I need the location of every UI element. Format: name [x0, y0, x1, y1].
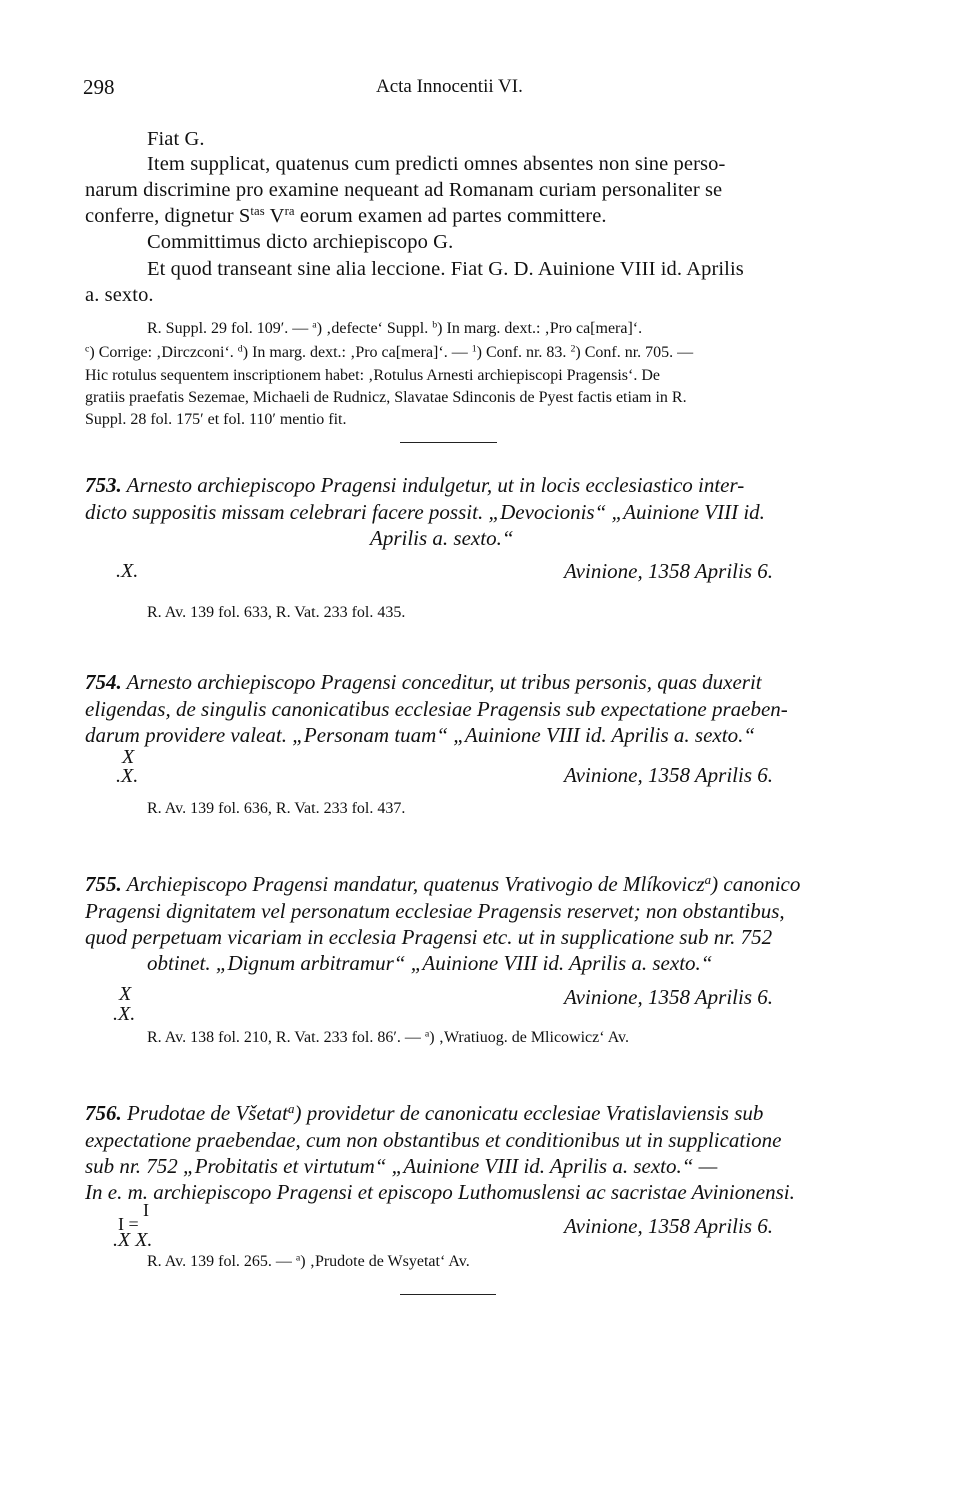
footnote-mark: 1 [471, 343, 477, 355]
footnote-mark: c [85, 343, 90, 355]
footnote-mark: a [295, 1252, 301, 1264]
entry-line: darum providere valeat. „Personam tuam“ „Auinione VIII id. Aprilis a. sexto.“ [85, 723, 756, 747]
text-run: ) In marg. dext.: ‚Pro ca[mera]‘. [437, 320, 643, 337]
text-run: Prudotae de Všetat [127, 1101, 288, 1125]
footnote-line [85, 344, 693, 362]
footnote-mark: 2 [570, 343, 576, 355]
footnote-mark: a [704, 871, 712, 887]
entry-line [85, 670, 762, 695]
footnote-line: Hic rotulus sequentem inscriptionem habet: ‚Rotulus Arnesti archiepiscopi Pragensis‘. De [85, 367, 660, 384]
source-line: R. Av. 139 fol. 633, R. Vat. 233 fol. 435. [147, 604, 406, 621]
text-run: V [264, 205, 285, 227]
text-run: ) Corrige: ‚Dirczconi‘. [89, 344, 238, 361]
chancery-mark: I [143, 1200, 149, 1220]
entry-number: 753. [85, 473, 122, 497]
footnote-mark: a [287, 1100, 295, 1116]
place-date: Avinione, 1358 Aprilis 6. [564, 763, 774, 787]
entry-number: 755. [85, 872, 122, 896]
text-line: Committimus dicto archiepiscopo G. [147, 231, 454, 253]
entry-line [85, 473, 744, 498]
entry-line: dicto suppositis missam celebrari facere possit. „Devocionis“ „Auinione VIII id. [85, 500, 765, 524]
text-run: eorum examen ad partes committere. [294, 205, 607, 227]
entry-line: quod perpetuam vicariam in ecclesia Pragensi etc. ut in supplicatione sub nr. 752 [85, 925, 773, 949]
text-run: R. Suppl. 29 fol. 109′. — [147, 320, 313, 337]
text-run: Archiepiscopo Pragensi mandatur, quatenus Vrativogio de Mlíkovicz [126, 872, 705, 896]
section-divider [400, 442, 497, 443]
entry-number: 754. [85, 670, 122, 694]
footnote-line: Suppl. 28 fol. 175′ et fol. 110′ mentio fit. [85, 411, 347, 428]
superscript: ra [284, 204, 295, 219]
text-line: a. sexto. [85, 284, 154, 306]
chancery-mark: .X. [116, 560, 139, 582]
page-number: 298 [83, 75, 115, 99]
source-line [147, 1029, 629, 1047]
footnote-line: gratiis praefatis Sezemae, Michaeli de Rudnicz, Slavatae Sdinconis de Pyest factis etiam in R. [85, 389, 687, 406]
footnote-mark: a [312, 319, 317, 331]
running-title: Acta Innocentii VI. [376, 76, 523, 97]
text-line: Et quod transeant sine alia leccione. Fiat G. D. Auinione VIII id. Aprilis [147, 258, 744, 280]
section-divider [400, 1294, 496, 1295]
text-run: ) Conf. nr. 705. — [575, 344, 694, 361]
chancery-mark: I = [118, 1214, 139, 1234]
entry-line: sub nr. 752 „Probitatis et virtutum“ „Auinione VIII id. Aprilis a. sexto.“ — [85, 1154, 718, 1178]
superscript: tas [250, 204, 265, 219]
text-run: conferre, dignetur S [85, 205, 251, 227]
place-date: Avinione, 1358 Aprilis 6. [564, 1214, 774, 1238]
entry-line: eligendas, de singulis canonicatibus ecclesiae Pragensis sub expectatione praeben- [85, 697, 788, 721]
text-run: ) providetur de canonicatu ecclesiae Vratislaviensis sub [294, 1101, 764, 1125]
place-date: Avinione, 1358 Aprilis 6. [564, 559, 774, 583]
text-run: ) ‚defecte‘ Suppl. [316, 320, 433, 337]
footnote-line [147, 320, 642, 338]
entry-line: obtinet. „Dignum arbitramur“ „Auinione VIII id. Aprilis a. sexto.“ [147, 951, 713, 975]
entry-line [85, 872, 800, 897]
chancery-mark: .X. [113, 1003, 136, 1025]
chancery-mark: .X X. [113, 1229, 153, 1251]
footnote-mark: b [432, 319, 438, 331]
chancery-mark: X [119, 983, 132, 1005]
text-run: ) ‚Wratiuog. de Mlicowicz‘ Av. [429, 1029, 630, 1046]
entry-line: Aprilis a. sexto.“ [370, 526, 514, 550]
text-run: ) In marg. dext.: ‚Pro ca[mera]‘. — [242, 344, 472, 361]
chancery-mark: .X. [116, 765, 139, 787]
entry-line: expectatione praebendae, cum non obstantibus et conditionibus ut in supplicatione [85, 1128, 782, 1152]
text-run: R. Av. 138 fol. 210, R. Vat. 233 fol. 86′. — [147, 1029, 425, 1046]
text-run: Arnesto archiepiscopo Pragensi indulgetur, ut in locis ecclesiastico inter- [126, 473, 745, 497]
source-line: R. Av. 139 fol. 636, R. Vat. 233 fol. 437. [147, 800, 406, 817]
chancery-mark: X [122, 746, 135, 768]
text-run: ) canonico [711, 872, 801, 896]
entry-line: Pragensi dignitatem vel personatum ecclesiae Pragensis reservet; non obstantibus, [85, 899, 785, 923]
text-run: ) ‚Prudote de Wsyetat‘ Av. [300, 1253, 470, 1270]
entry-line: In e. m. archiepiscopo Pragensi et episcopo Luthomuslensi ac sacristae Avinionensi. [85, 1180, 795, 1204]
text-line [85, 205, 607, 228]
source-line [147, 1253, 470, 1271]
entry-number: 756. [85, 1101, 122, 1125]
text-run: ) Conf. nr. 83. [476, 344, 571, 361]
place-date: Avinione, 1358 Aprilis 6. [564, 985, 774, 1009]
entry-line [85, 1101, 763, 1126]
text-line: Fiat G. [147, 128, 205, 150]
footnote-mark: d [237, 343, 243, 355]
text-run: Arnesto archiepiscopo Pragensi conceditur, ut tribus personis, quas duxerit [126, 670, 762, 694]
text-run: R. Av. 139 fol. 265. — [147, 1253, 296, 1270]
footnote-mark: a [424, 1028, 430, 1040]
text-line: narum discrimine pro examine nequeant ad Romanam curiam personaliter se [85, 179, 723, 201]
text-line: Item supplicat, quatenus cum predicti omnes absentes non sine perso- [147, 153, 726, 175]
